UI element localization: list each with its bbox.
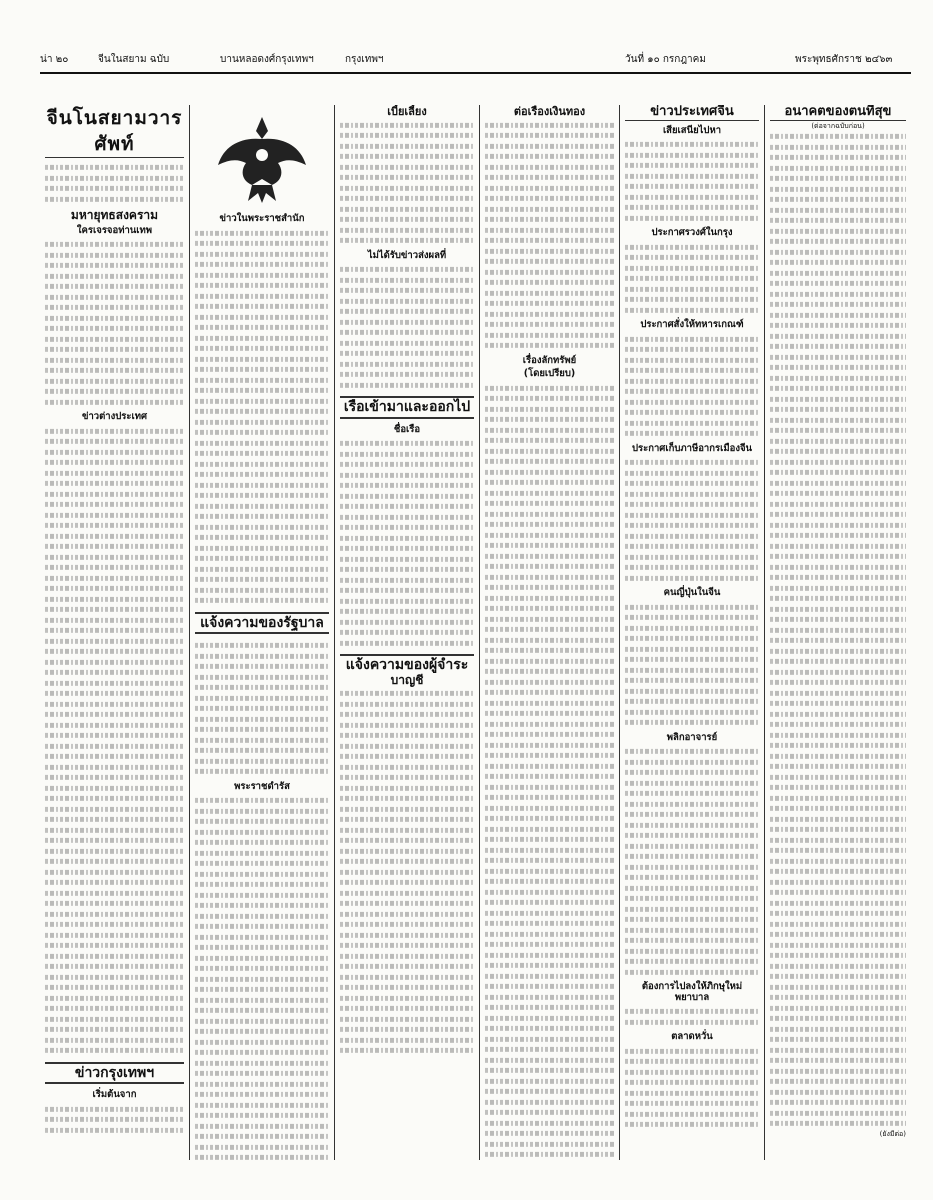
- happy-future-sub: (ต่อจากฉบับก่อน): [811, 121, 865, 130]
- allowance-heading: เบี้ยเลี้ยง: [387, 105, 427, 118]
- china-sub-f: พลิกอาจารย์: [666, 731, 718, 743]
- china-sub-e: คนญี่ปุ่นในจีน: [663, 587, 721, 598]
- creditor-notice-heading: แจ้งความของผู้จำระ: [340, 654, 474, 675]
- column-5: [620, 105, 765, 1160]
- column-1: [40, 105, 190, 1160]
- shipping-subheading: ชื่อเรือ: [393, 423, 421, 435]
- section-bangkok-sub: เริ่มต้นจาก: [92, 1089, 137, 1100]
- column-4: [480, 105, 620, 1160]
- royal-speech-heading: พระราชดำรัส: [234, 780, 290, 792]
- garuda-emblem-icon: [212, 109, 312, 209]
- section-war: มหายุทธสงคราม: [70, 208, 159, 222]
- shipping-heading: เรือเข้ามาและออกไป: [340, 396, 474, 419]
- government-notice-heading: แจ้งความของรัฐบาล: [195, 612, 329, 635]
- column-2: [190, 105, 335, 1160]
- column-3: [335, 105, 480, 1160]
- header-date: วันที่ ๑๐ กรกฎาคม: [625, 54, 706, 65]
- happy-future-heading: อนาคตของตนที่สุข: [770, 105, 906, 121]
- header-rule: [40, 72, 911, 74]
- header-block: กรุงเทพฯ: [345, 54, 384, 65]
- section-war-sub: ใครเจรจอท่านเทพ: [76, 224, 153, 236]
- header-page-number: น่า ๒๐: [40, 54, 69, 65]
- finance-heading: ต่อเรื่องเงินทอง: [513, 105, 586, 118]
- royal-news-heading: ข่าวในพระราชสำนัก: [219, 213, 305, 224]
- china-news-heading: ข่าวประเทศจีน: [625, 105, 759, 121]
- creditor-notice-sub: บาญชี: [390, 672, 424, 687]
- china-sub-g: ต้องการไปลงให้ภิกษุใหม่พยาบาล: [641, 981, 743, 1003]
- section-bangkok-news: ข่าวกรุงเทพฯ: [45, 1062, 184, 1085]
- allowance-table: [340, 120, 474, 246]
- column-6: [765, 105, 911, 1160]
- page-header: [40, 48, 911, 70]
- header-office: บานหลอดงศ์กรุงเทพฯ: [220, 54, 314, 65]
- china-sub-c: ประกาศสั่งให้ทหารเกณฑ์: [640, 319, 744, 330]
- no-news-heading: ไม่ได้รับข่าวส่งผลที่: [367, 249, 447, 261]
- china-sub-b: ประกาศรวงศ์ในกรุง: [651, 227, 733, 238]
- masthead-title: จีนโนสยามวารศัพท์: [45, 105, 184, 158]
- continued-note: (ยังมีต่อ): [879, 1129, 906, 1138]
- section-foreign: ข่าวต่างประเทศ: [81, 411, 148, 422]
- china-sub-d: ประกาศเก็บภาษีอากรเมืองจีน: [631, 442, 753, 454]
- theft-subheading: (โดยเปรียบ): [523, 368, 576, 379]
- header-year: พระพุทธศักราช ๒๔๖๓: [795, 54, 893, 65]
- china-sub-a: เสียเสนียไปหา: [662, 124, 722, 136]
- header-issue: จีนในสยาม ฉบับ: [98, 54, 170, 65]
- theft-heading: เรื่องลักทรัพย์: [522, 354, 577, 366]
- china-sub-h: ตลาดหวั่น: [671, 1031, 713, 1042]
